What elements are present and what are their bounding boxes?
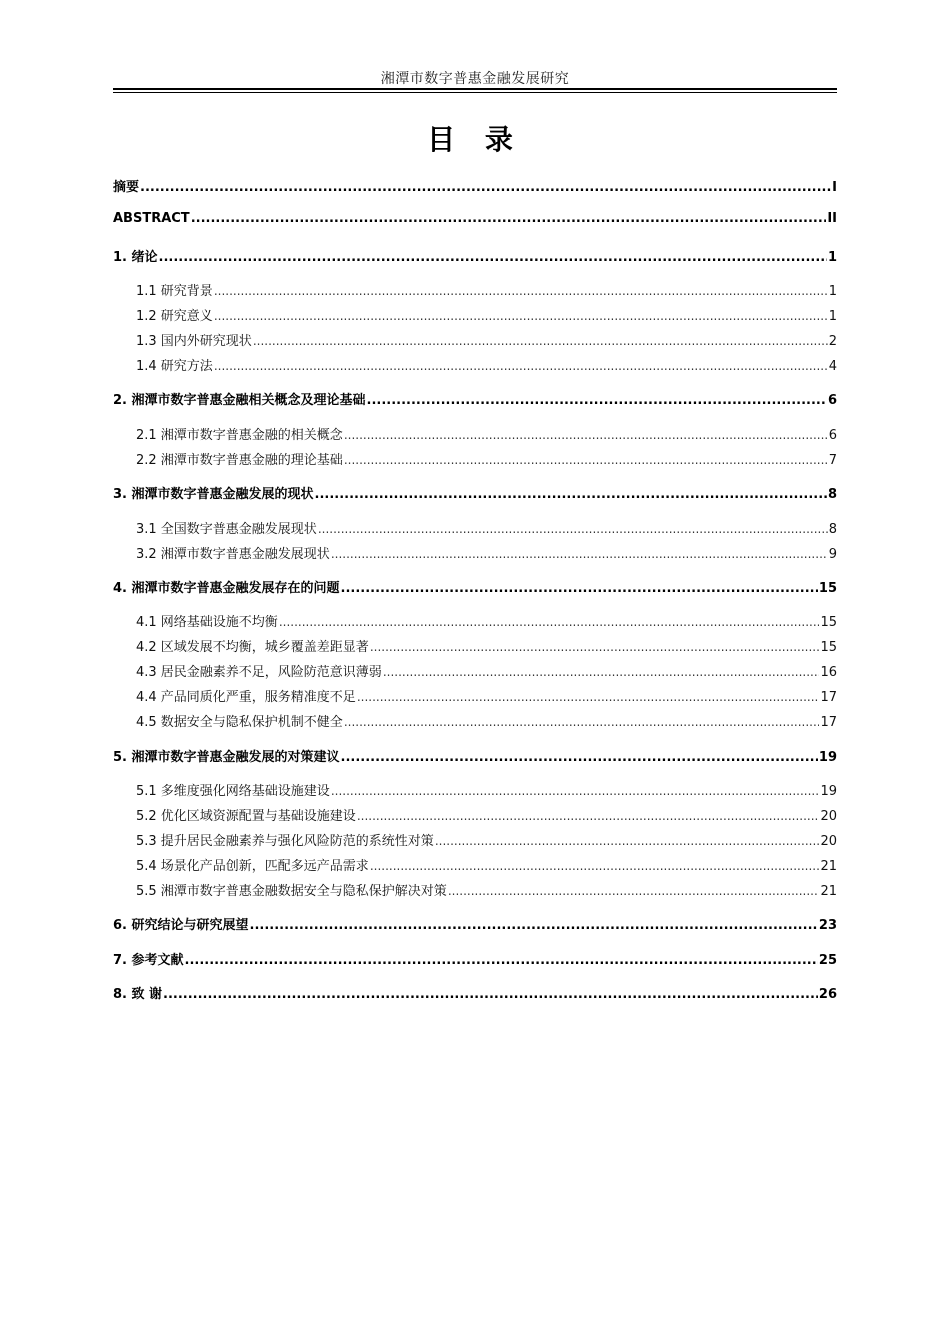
dot-leader [435,834,820,848]
toc-entry-section-4-3[interactable] [136,661,837,680]
dot-leader [191,211,827,226]
toc-entry-section-4-2[interactable] [136,636,837,655]
toc-entry-section-1-1[interactable] [136,280,837,299]
toc-entry-page: 6 [828,428,837,443]
toc-entry-page: 1 [828,309,837,324]
toc-entry-section-4-1[interactable] [136,611,837,630]
toc-entry-page: 6 [827,393,837,408]
dot-leader [214,359,828,373]
toc-entry-chapter-6[interactable] [113,914,837,933]
toc-entry-label: 5. 湘潭市数字普惠金融发展的对策建议 [113,750,340,765]
dot-leader [357,809,820,823]
toc-entry-page: 20 [820,834,837,849]
toc-entry-page: 16 [820,665,837,680]
toc-entry-page: 20 [820,809,837,824]
toc-entry-chapter-5[interactable] [113,746,837,765]
toc-entry-page: 21 [820,859,837,874]
toc-entry-label: 摘要 [113,180,140,195]
dot-leader [341,750,818,765]
toc-entry-page: 26 [818,987,837,1002]
dot-leader [331,784,820,798]
toc-entry-page: 9 [828,547,837,562]
toc-entry-section-5-1[interactable] [136,780,837,799]
toc-entry-section-5-4[interactable] [136,855,837,874]
toc-entry-section-4-4[interactable] [136,686,837,705]
dot-leader [344,453,828,467]
dot-leader [159,250,827,265]
toc-entry-label: 5.1 多维度强化网络基础设施建设 [136,784,330,799]
toc-entry-label: ABSTRACT [113,211,190,226]
toc-entry-page: 19 [818,750,837,765]
toc-entry-page: 15 [818,581,837,596]
toc-entry-page: 4 [828,359,837,374]
toc-entry-label: 4.5 数据安全与隐私保护机制不健全 [136,715,343,730]
toc-entry-page: 8 [827,487,837,502]
toc-entry-label: 2.2 湘潭市数字普惠金融的理论基础 [136,453,343,468]
toc-entry-section-1-2[interactable] [136,305,837,324]
toc-entry-section-3-2[interactable] [136,543,837,562]
toc-entry-chapter-2[interactable] [113,389,837,408]
toc-entry-page: 19 [820,784,837,799]
dot-leader [370,859,820,873]
toc-entry-page: 15 [820,615,837,630]
toc-entry-page: I [832,180,837,195]
toc-entry-chapter-4[interactable] [113,577,837,596]
dot-leader [341,581,818,596]
toc-entry-page: 1 [827,250,837,265]
dot-leader [370,640,820,654]
toc-entry-section-1-3[interactable] [136,330,837,349]
dot-leader [214,309,828,323]
toc-entry-label: 5.5 湘潭市数字普惠金融数据安全与隐私保护解决对策 [136,884,447,899]
dot-leader [367,393,827,408]
toc-entry-label: 5.3 提升居民金融素养与强化风险防范的系统性对策 [136,834,434,849]
toc-entry-page: 2 [828,334,837,349]
dot-leader [344,428,828,442]
toc-entry-section-2-2[interactable] [136,449,837,468]
dot-leader [140,180,831,195]
toc-entry-label: 7. 参考文献 [113,953,184,968]
toc-entry-label: 3. 湘潭市数字普惠金融发展的现状 [113,487,314,502]
toc-entry-chapter-7[interactable] [113,949,837,968]
toc-entry-label: 1.1 研究背景 [136,284,213,299]
dot-leader [331,547,828,561]
toc-entry-label: 4.2 区域发展不均衡，城乡覆盖差距显著 [136,640,369,655]
dot-leader [214,284,828,298]
toc-entry-chapter-8[interactable] [113,983,837,1002]
toc-entry-page: II [827,211,837,226]
toc-entry-label: 3.2 湘潭市数字普惠金融发展现状 [136,547,330,562]
dot-leader [315,487,827,502]
toc-entry-label: 5.2 优化区域资源配置与基础设施建设 [136,809,356,824]
dot-leader [448,884,820,898]
toc-entry-section-1-4[interactable] [136,355,837,374]
toc-entry-label: 1.3 国内外研究现状 [136,334,252,349]
toc-entry-page: 17 [820,690,837,705]
toc-entry-section-3-1[interactable] [136,518,837,537]
toc-entry-section-5-2[interactable] [136,805,837,824]
running-header-title: 湘潭市数字普惠金融发展研究 [380,71,570,87]
toc-entry-page: 1 [828,284,837,299]
toc-entry-chapter-3[interactable] [113,483,837,502]
toc-entry-label: 4.3 居民金融素养不足，风险防范意识薄弱 [136,665,382,680]
toc-entry-label: 3.1 全国数字普惠金融发展现状 [136,522,317,537]
dot-leader [163,987,818,1002]
toc-entry-label: 1. 绪论 [113,250,158,265]
dot-leader [357,690,820,704]
toc-entry-label: 6. 研究结论与研究展望 [113,918,249,933]
toc-entry-label: 8. 致 谢 [113,987,163,1002]
toc-entry-label: 4. 湘潭市数字普惠金融发展存在的问题 [113,581,340,596]
toc-entry-abstract-cn[interactable] [113,176,837,195]
toc-entry-chapter-1[interactable] [113,246,837,265]
toc-entry-page: 15 [820,640,837,655]
toc-entry-label: 5.4 场景化产品创新，匹配多远产品需求 [136,859,369,874]
dot-leader [185,953,818,968]
dot-leader [279,615,820,629]
toc-entry-page: 21 [820,884,837,899]
dot-leader [253,334,828,348]
toc-entry-label: 1.2 研究意义 [136,309,213,324]
toc-entry-page: 8 [828,522,837,537]
toc-entry-page: 17 [820,715,837,730]
dot-leader [250,918,818,933]
toc-entry-section-4-5[interactable] [136,711,837,730]
dot-leader [383,665,820,679]
toc-entry-label: 1.4 研究方法 [136,359,213,374]
toc-entry-section-5-5[interactable] [136,880,837,899]
toc-entry-label: 4.4 产品同质化严重，服务精准度不足 [136,690,356,705]
toc-entry-abstract-en[interactable] [113,211,837,226]
toc-entry-page: 25 [818,953,837,968]
toc-entry-label: 2. 湘潭市数字普惠金融相关概念及理论基础 [113,393,366,408]
toc-entry-label: 4.1 网络基础设施不均衡 [136,615,278,630]
toc-entry-page: 7 [828,453,837,468]
dot-leader [318,522,828,536]
header-double-rule [113,88,837,93]
toc-entry-label: 2.1 湘潭市数字普惠金融的相关概念 [136,428,343,443]
toc-title: 目 录 [427,123,523,156]
dot-leader [344,715,820,729]
toc-entry-page: 23 [818,918,837,933]
toc-entry-section-2-1[interactable] [136,424,837,443]
toc-entry-section-5-3[interactable] [136,830,837,849]
